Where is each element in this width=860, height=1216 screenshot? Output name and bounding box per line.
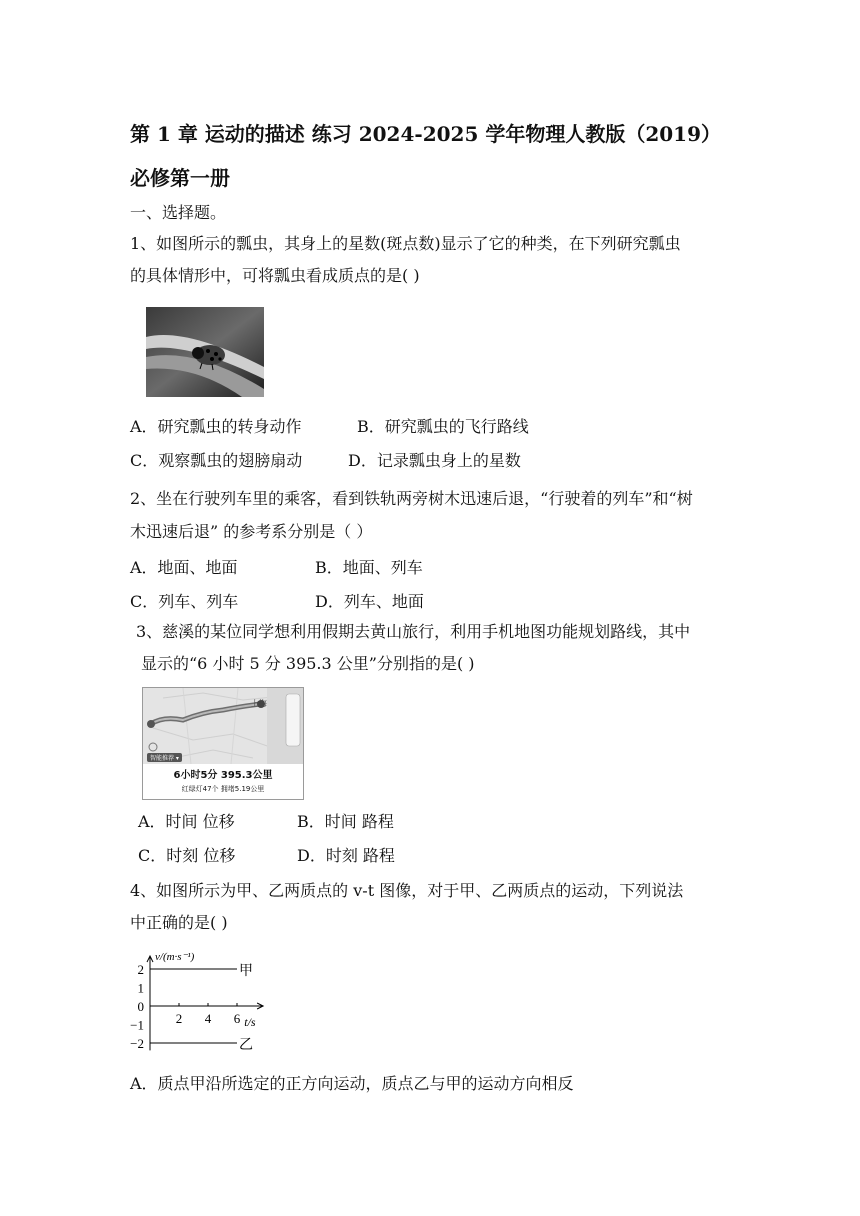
map-label-shanghai: 上海 <box>251 699 267 708</box>
q2-stem-line1: 2、坐在行驶列车里的乘客，看到铁轨两旁树木迅速后退，“行驶着的列车”和“树 <box>130 489 693 508</box>
q2-stem-line2: 木迅速后退” 的参考系分别是（ ） <box>130 522 373 541</box>
q2-option-b: B．地面、列车 <box>315 558 423 577</box>
series-label-0: 甲 <box>239 964 253 979</box>
x-tick-label: 4 <box>204 1011 212 1026</box>
x-tick-label: 2 <box>175 1011 183 1026</box>
q1-option-a: A．研究瓢虫的转身动作 <box>130 417 302 436</box>
q3-option-a: A．时间 位移 <box>138 812 235 831</box>
q1-option-b: B．研究瓢虫的飞行路线 <box>357 417 529 436</box>
q3-stem-line1: 3、慈溪的某位同学想利用假期去黄山旅行，利用手机地图功能规划路线，其中 <box>136 622 691 641</box>
y-tick-label: −2 <box>130 1036 144 1051</box>
q2-option-a: A．地面、地面 <box>130 558 238 577</box>
q4-stem-line1: 4、如图所示为甲、乙两质点的 v-t 图像，对于甲、乙两质点的运动，下列说法 <box>130 881 684 900</box>
y-tick-label: −1 <box>130 1017 144 1033</box>
q4-stem-line2: 中正确的是( ) <box>130 913 228 932</box>
q3-option-b: B．时间 路程 <box>297 812 394 831</box>
y-tick-label: 2 <box>137 962 144 977</box>
q3-option-d: D．时刻 路程 <box>297 846 395 865</box>
q2-option-d: D．列车、地面 <box>315 592 424 611</box>
route-detail: 红绿灯47个 拥堵5.19公里 <box>181 785 265 793</box>
vt-chart <box>125 940 275 1055</box>
ladybug-photo <box>146 307 264 397</box>
y-tick-label: 1 <box>137 980 144 996</box>
q3-option-c: C．时刻 位移 <box>138 846 236 865</box>
q1-option-c: C．观察瓢虫的翅膀扇动 <box>130 451 303 470</box>
route-summary: 6小时5分 395.3公里 <box>173 770 273 781</box>
q2-option-c: C．列车、列车 <box>130 592 239 611</box>
q1-stem-line1: 1、如图所示的瓢虫，其身上的星数(斑点数)显示了它的种类，在下列研究瓢虫 <box>130 234 681 253</box>
start-marker-icon <box>147 720 155 728</box>
y-tick-label: 0 <box>137 999 144 1014</box>
x-tick-label: 6 <box>233 1011 241 1026</box>
x-axis-label: t/s <box>244 1015 256 1029</box>
y-axis-label: v/(m·s⁻¹) <box>155 951 195 964</box>
map-screenshot <box>142 687 304 800</box>
page-title: 第 1 章 运动的描述 练习 2024-2025 学年物理人教版（2019）必修第一册 <box>130 122 721 190</box>
q1-option-d: D．记录瓢虫身上的星数 <box>348 451 521 470</box>
series-label-1: 乙 <box>239 1038 253 1053</box>
smart-recommend-button[interactable]: 智能推荐 ▾ <box>147 753 182 762</box>
q4-option-a: A．质点甲沿所选定的正方向运动，质点乙与甲的运动方向相反 <box>130 1074 574 1093</box>
section-heading: 一、选择题。 <box>130 203 227 222</box>
q1-stem-line2: 的具体情形中，可将瓢虫看成质点的是( ) <box>130 266 420 285</box>
q3-stem-line2: 显示的“6 小时 5 分 395.3 公里”分别指的是( ) <box>141 654 475 673</box>
